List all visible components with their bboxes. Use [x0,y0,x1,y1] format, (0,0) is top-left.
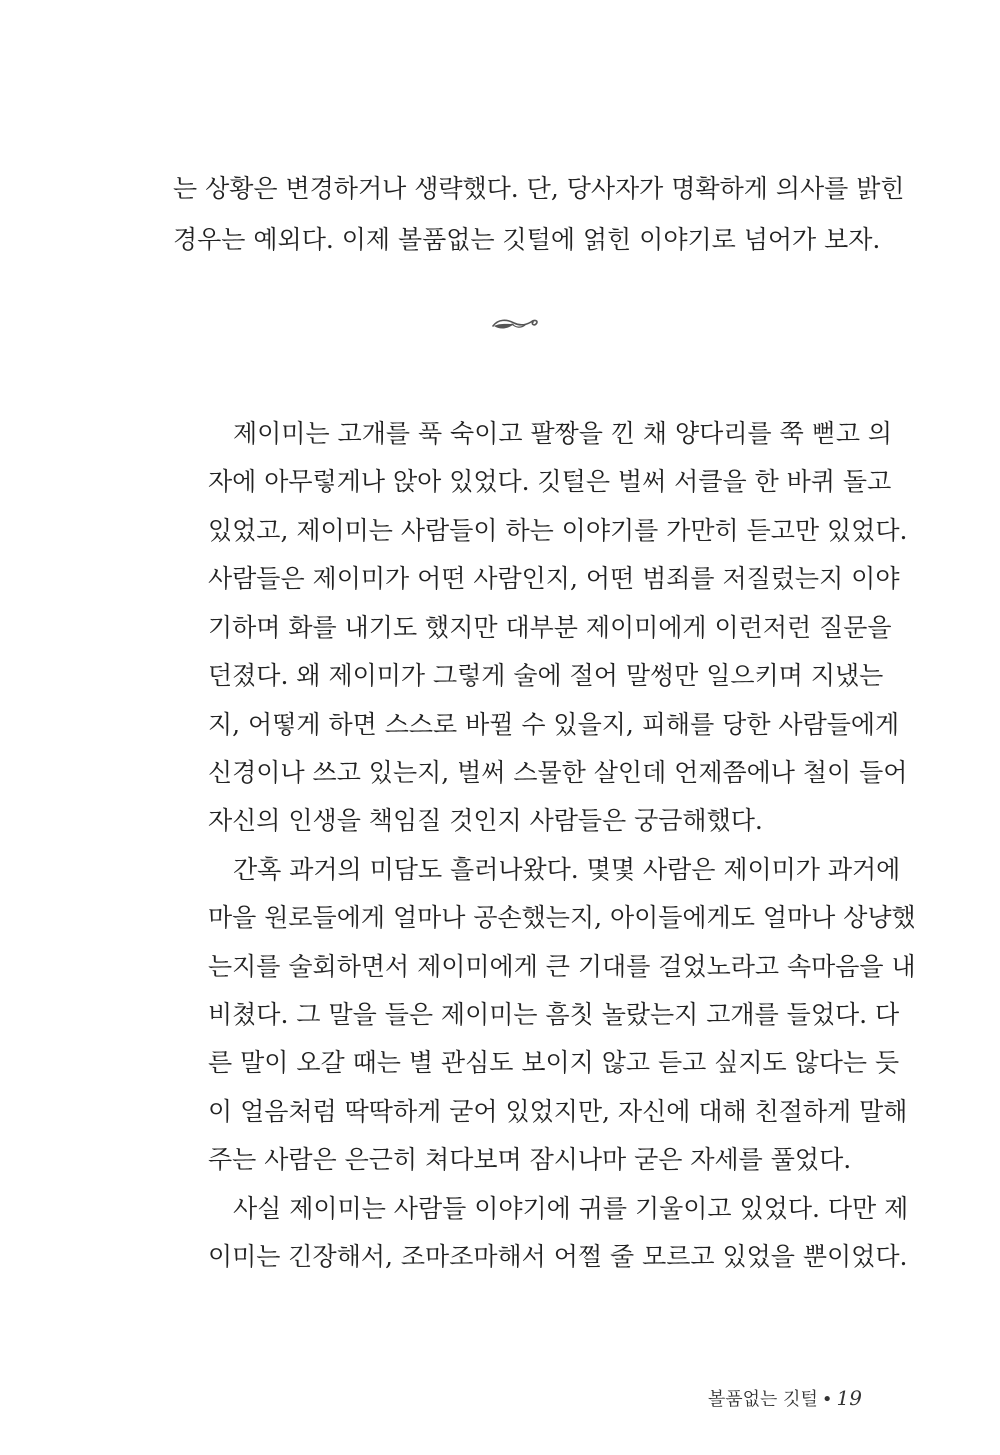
text-line: 경우는 예외다. 이제 볼품없는 깃털에 얽힌 이야기로 넘어가 보자. [173,225,881,254]
text-line: 는 상황은 변경하거나 생략했다. 단, 당사자가 명확하게 의사를 밝힌 [173,174,905,203]
text-line: 른 말이 오갈 때는 별 관심도 보이지 않고 듣고 싶지도 않다는 듯 [208,1048,900,1077]
text-line: 는지를 술회하면서 제이미에게 큰 기대를 걸었노라고 속마음을 내 [208,952,916,981]
text-line: 사람들은 제이미가 어떤 사람인지, 어떤 범죄를 저질렀는지 이야 [208,564,900,593]
page-number: 19 [836,1386,862,1410]
text-line: 이미는 긴장해서, 조마조마해서 어쩔 줄 모르고 있었을 뿐이었다. [208,1242,908,1271]
text-line: 던졌다. 왜 제이미가 그렇게 술에 절어 말썽만 일으키며 지냈는 [208,661,884,690]
paragraph-first-line: 간혹 과거의 미담도 흘러나왔다. 몇몇 사람은 제이미가 과거에 [233,855,901,884]
text-line: 자신의 인생을 책임질 것인지 사람들은 궁금해했다. [208,806,763,835]
text-line: 기하며 화를 내기도 했지만 대부분 제이미에게 이런저런 질문을 [208,613,892,642]
text-line: 신경이나 쓰고 있는지, 벌써 스물한 살인데 언제쯤에나 철이 들어 [208,758,908,787]
text-line: 자에 아무렇게나 앉아 있었다. 깃털은 벌써 서클을 한 바퀴 돌고 [208,467,892,496]
footer-separator: • [821,1389,833,1410]
paragraph-first-line: 사실 제이미는 사람들 이야기에 귀를 기울이고 있었다. 다만 제 [233,1194,909,1223]
text-line: 있었고, 제이미는 사람들이 하는 이야기를 가만히 듣고만 있었다. [208,516,908,545]
text-line: 비쳤다. 그 말을 들은 제이미는 흠칫 놀랐는지 고개를 들었다. 다 [208,1000,900,1029]
text-line: 마을 원로들에게 얼마나 공손했는지, 아이들에게도 얼마나 상냥했 [208,903,916,932]
leaf-flourish-icon [490,312,540,334]
page-footer [708,1386,862,1412]
text-line: 이 얼음처럼 딱딱하게 굳어 있었지만, 자신에 대해 친절하게 말해 [208,1097,908,1126]
paragraph-first-line: 제이미는 고개를 푹 숙이고 팔짱을 낀 채 양다리를 쭉 뻗고 의 [233,419,893,448]
running-title: 볼품없는 깃털 [707,1389,818,1410]
text-line: 주는 사람은 은근히 쳐다보며 잠시나마 굳은 자세를 풀었다. [208,1145,852,1174]
text-line: 지, 어떻게 하면 스스로 바뀔 수 있을지, 피해를 당한 사람들에게 [208,710,900,739]
